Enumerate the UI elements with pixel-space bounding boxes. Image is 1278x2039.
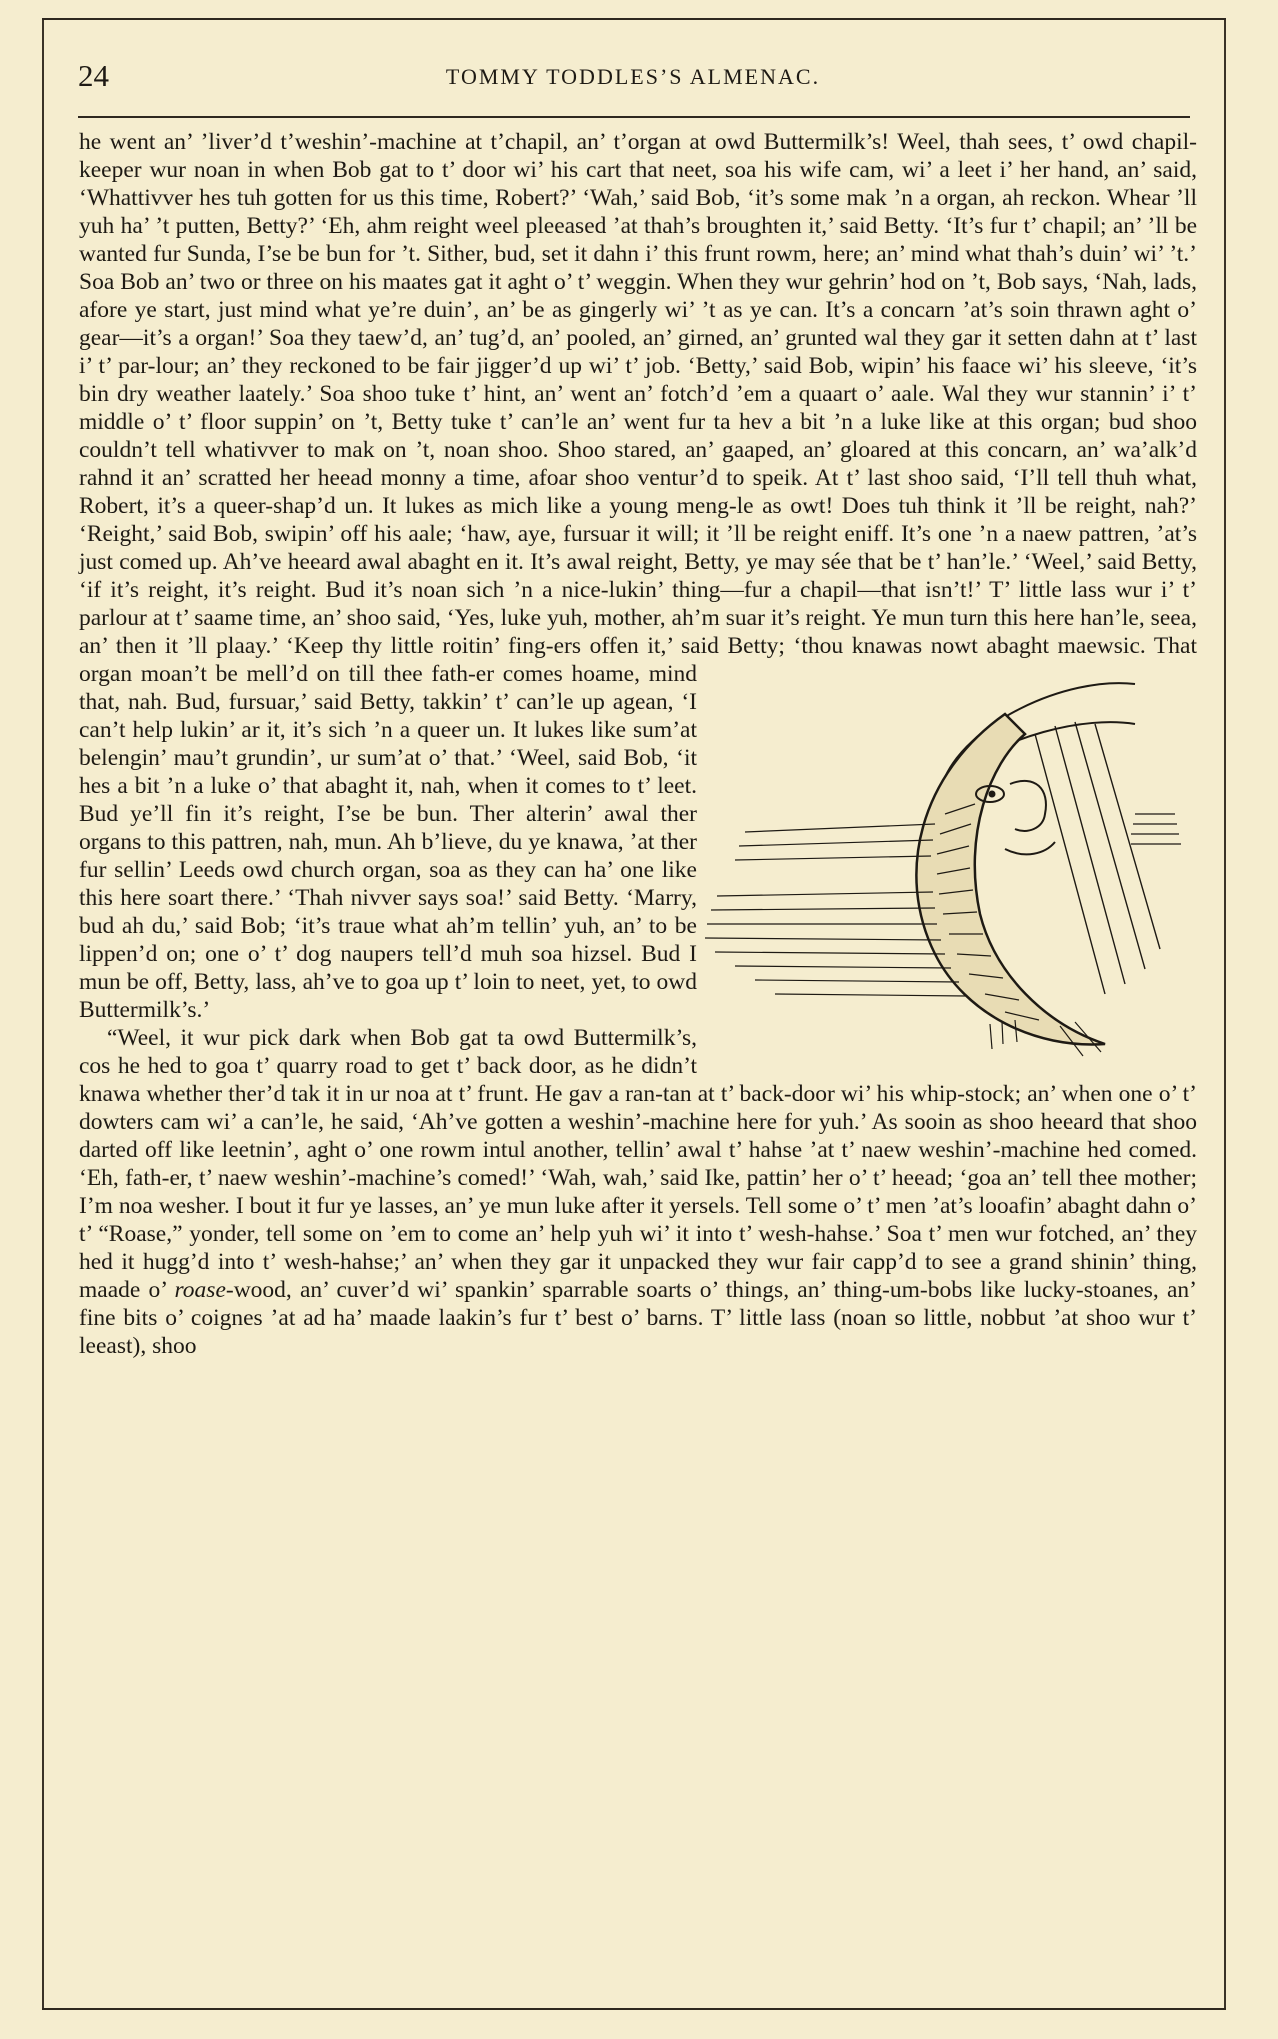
- paragraph-1-text: he went an’ ’liver’d t’weshin’-machine at t’chapil, an’ t’organ at owd Buttermilk’s! Weel, thah sees, t’ owd chapil-keeper wur noan in when Bob gat to t’ door wi’ his cart that neet, soa his wife cam, wi’ a leet i’ her hand, an’ said, ‘Whattivver hes tuh gotten for us this time, Robert?’ ‘Wah,’ said Bob, ‘it’s some mak ’n a organ, ah reckon. Whear ’ll yuh ha’ ’t putten, Betty?’ ‘Eh, ahm reight weel pleeased ’at thah’s broughten it,’ said Betty. ‘It’s fur t’ chapil; an’ ’ll be wanted fur Sunda, I’se be bun for ’t. Sither, bud, set it dahn i’ this frunt rowm, here; an’ mind what thah’s duin’ wi’ ’t.’ Soa Bob an’ two or three on his maates gat it aght o’ t’ weggin. When they wur gehrin’ hod on ’t, Bob says, ‘Nah, lads, afore ye start, just mind what ye’re duin’, an’ be as gingerly wi’ ’t as ye can. It’s a concarn ’at’s soin thrawn aght o’ gear—it’s a organ!’ Soa they taew’d, an’ tug’d, an’ pooled, an’ girned, an’ grunted wal they gar it setten dahn at t’ last i’ t’ par-lour; an’ they reckoned to be fair jigger’d up wi’ t’ job. ‘Betty,’ said Bob, wipin’ his faace wi’ his sleeve, ‘it’s bin dry weather laately.’ Soa shoo tuke t’ hint, an’ went an’ fotch’d ’em a quaart o’ aale. Wal they wur stannin’ i’ t’ middle o’ t’ floor suppin’ on ’t, Betty tuke t’ can’le an’ went fur ta hev a bit ’n a luke like at this organ; bud shoo couldn’t tell whativver to mak on ’t, noan shoo. Shoo stared, an’ gaaped, an’ gloared at this concarn, an’ wa’alk’d rahnd it an’ scratted her heead monny a time, afoar shoo ventur’d to speik. At t’ last shoo said, ‘I’ll tell thuh what, Robert, it’s a queer-shap’d un. It lukes as mich like a young meng-le as owt! Does tuh think it ’ll be reight, nah?’ ‘Reight,’ said Bob, swipin’ off his aale; ‘haw, aye, fursuar it will; it ’ll be reight eniff. It’s one ’n a naew pattren, ’at’s just comed up. Ah’ve heeard awal abaght en it. It’s awal reight, Betty, ye may sée that be t’ han’le.’ ‘Weel,’ said Betty, ‘if it’s reight, it’s reight. Bud it’s noan sich ’n a nice-lukin’ thing—fur a chapil—that isn’t!’ T’ little lass wur i’ t’ parlour at t’ saame time, an’ shoo said, ‘Yes, luke yuh, mother, ah’m suar it’s reight. Ye mun turn this here han’le, seea, an’ then it ’ll plaay.’ ‘Keep thy little roitin’ fing-ers offen it,’ said Betty; ‘thou knawas nowt abaght maewsic. That organ moan’t be mell’d on till thee fath-er comes hoame,: [79, 129, 1197, 687]
- italic-word: roase: [174, 1277, 226, 1303]
- page-header: [78, 58, 1188, 98]
- running-title: TOMMY TODDLES’S ALMENAC.: [445, 64, 821, 89]
- paragraph-2: [79, 1024, 1197, 1360]
- body-text: [79, 128, 1197, 1360]
- moon-mouth: [1005, 842, 1055, 854]
- header-rule: [78, 116, 1190, 118]
- paragraph-1: [79, 128, 1197, 1024]
- diagonal-bands: [1035, 722, 1160, 994]
- moon-nose: [1010, 781, 1046, 831]
- moon-face-engraving: [705, 664, 1211, 1060]
- crescent-moon-illustration: [705, 664, 1211, 1060]
- moon-pupil: [989, 791, 996, 798]
- page-number: 24: [78, 58, 109, 93]
- crescent-shape: [916, 714, 1105, 1044]
- paragraph-2-text-a: “Weel, it wur pick dark when Bob gat ta owd Buttermilk’s, cos he hed to goa t’ quarry road to get t’ back door, as he didn’t knawa whether ther’d tak it in ur noa at t’ frunt. He gav a ran-tan at t’ back-door wi’ his whip-stock; an’ when one o’ t’ dowters cam wi’ a can’le, he said, ‘Ah’ve gotten a weshin’-machine here for yuh.’ As sooin as shoo heeard that shoo darted off like leetnin’, aght o’ one rowm intul another, tellin’ awal t’ hahse ’at t’ naew weshin’-machine hed comed. ‘Eh, fath-er, t’ naew weshin’-machine’s comed!’ ‘Wah, wah,’ said Ike, pattin’ her o’ t’ heead; ‘goa an’ tell thee mother; I’m noa wesher. I bout it fur ye lasses, an’ ye mun luke after it yersels. Tell some o’ t’ men ’at’s looafin’ abaght dahn o’ t’ “Roase,” yonder, tell some on ’em to come an’ help yuh wi’ it into t’ wesh-hahse.’ Soa t’ men wur fotched, an’ they hed it hugg’d into t’ wesh-hahse;’ an’ when they gar it unpacked they wur fair capp’d to see a grand shinin’ thing, maade o’: [79, 1025, 1197, 1303]
- right-streak-lines: [1131, 814, 1181, 844]
- paragraph-2-text-b: -wood, an’ cuver’d wi’ spankin’ sparrable soarts o’ things, an’ thing-um-bobs like lucky-stoanes, an’ fine bits o’ coignes ’at ad ha’ maade laakin’s fur t’ best o’ barns. T’ little lass (noan so little, nobbut ’at shoo wur t’ leeast), shoo: [79, 1277, 1197, 1359]
- bottom-border-rule: [42, 2008, 1226, 2010]
- paragraph-1-continued: mind that, nah. Bud, fursuar,’ said Betty, takkin’ t’ can’le up agean, ‘I can’t help lukin’ ar it, it’s sich ’n a queer un. It lukes like sum’at belengin’ mau’t grundin’, ur sum’at o’ that.’ ‘Weel, said Bob, ‘it hes a bit ’n a luke o’ that abaght it, nah, when it comes to t’ leet. Bud ye’ll fin it’s reight, I’se be bun. Ther alterin’ awal ther organs to this pattren, nah, mun. Ah b’lieve, du ye knawa, ’at ther fur sellin’ Leeds owd church organ, soa as they can ha’ one like this here soart there.’ ‘Thah nivver says soa!’ said Betty. ‘Marry, bud ah du,’ said Bob; ‘it’s traue what ah’m tellin’ yuh, an’ to be lippen’d on; one o’ t’ dog naupers tell’d muh soa hizsel. Bud I mun be off, Betty, lass, ah’ve to goa up t’ loin to neet, yet, to owd Buttermilk’s.’: [79, 661, 697, 1023]
